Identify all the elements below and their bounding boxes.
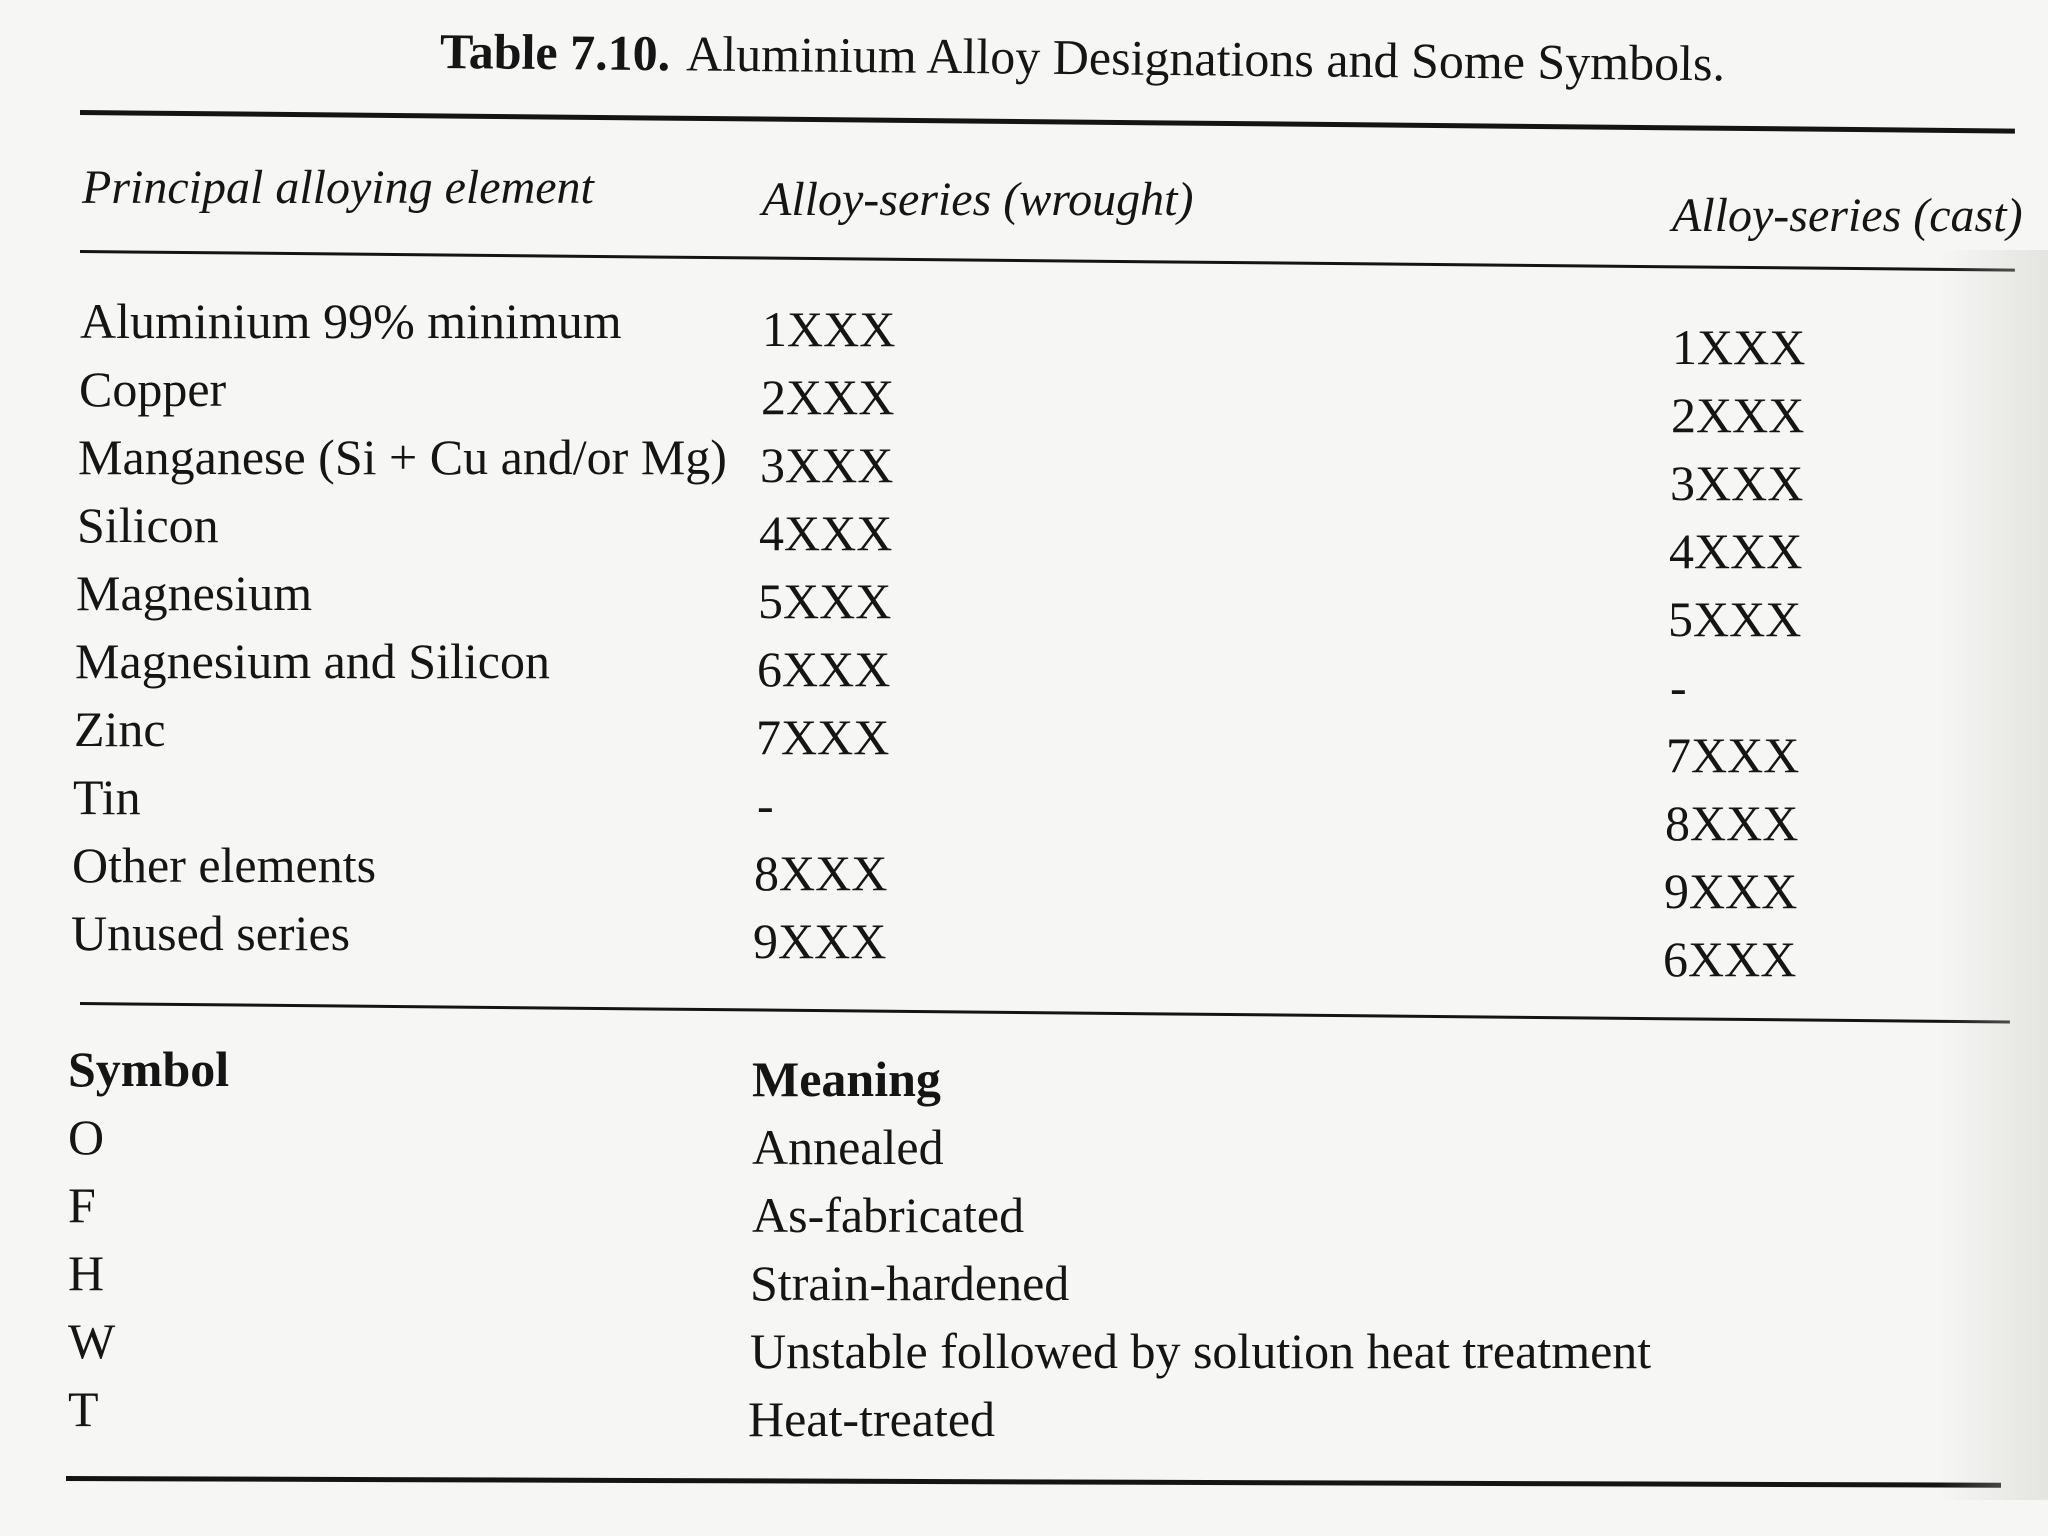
- alloy-wrought-cell: 7XXX: [756, 709, 890, 765]
- alloy-wrought-cell: 9XXX: [753, 913, 887, 969]
- header-rule: [80, 250, 2015, 272]
- header-wrought-series: Alloy-series (wrought): [762, 173, 1194, 226]
- alloy-wrought-cell: 2XXX: [761, 369, 895, 425]
- alloy-element-cell: Other elements: [72, 837, 377, 893]
- bottom-rule: [66, 1476, 2001, 1488]
- symbol-cell: H: [68, 1245, 105, 1301]
- meaning-cell: Annealed: [752, 1119, 944, 1175]
- meaning-cell: Strain-hardened: [750, 1255, 1070, 1311]
- alloy-element-cell: Aluminium 99% minimum: [80, 293, 622, 349]
- alloy-cast-cell: 9XXX: [1664, 863, 1798, 919]
- alloy-element-cell: Tin: [73, 769, 141, 825]
- alloy-element-cell: Manganese (Si + Cu and/or Mg): [78, 429, 727, 485]
- section-rule: [80, 1002, 2010, 1024]
- alloy-cast-cell: 8XXX: [1665, 795, 1799, 851]
- alloy-cast-cell: 7XXX: [1666, 727, 1800, 783]
- alloy-element-cell: Zinc: [74, 701, 166, 757]
- symbol-cell: W: [68, 1313, 116, 1369]
- alloy-cast-cell: 6XXX: [1663, 931, 1797, 987]
- header-meaning: Meaning: [752, 1051, 941, 1107]
- meaning-cell: Heat-treated: [748, 1391, 996, 1447]
- header-symbol: Symbol: [68, 1041, 230, 1097]
- header-cast-series: Alloy-series (cast): [1672, 189, 2023, 242]
- alloy-wrought-cell: 6XXX: [757, 641, 891, 697]
- symbol-cell: O: [68, 1109, 105, 1165]
- symbol-cell: F: [68, 1177, 96, 1233]
- meaning-cell: Unstable followed by solution heat treatment: [750, 1323, 1652, 1379]
- meaning-cell: As-fabricated: [752, 1187, 1025, 1243]
- alloy-element-cell: Magnesium: [76, 565, 313, 621]
- alloy-wrought-cell: 4XXX: [759, 505, 893, 561]
- top-rule: [80, 110, 2015, 134]
- table-title: Aluminium Alloy Designations and Some Symbols.: [685, 25, 1726, 92]
- table-number: Table 7.10.: [439, 23, 671, 82]
- alloy-wrought-cell: -: [757, 777, 774, 833]
- header-principal-element: Principal alloying element: [82, 161, 594, 214]
- alloy-cast-cell: -: [1670, 659, 1687, 715]
- alloy-element-cell: Silicon: [77, 497, 219, 553]
- alloy-cast-cell: 3XXX: [1670, 455, 1804, 511]
- alloy-element-cell: Copper: [79, 361, 227, 417]
- symbol-cell: T: [68, 1381, 99, 1437]
- alloy-cast-cell: 2XXX: [1671, 387, 1805, 443]
- alloy-cast-cell: 4XXX: [1669, 523, 1803, 579]
- alloy-wrought-cell: 1XXX: [762, 301, 896, 357]
- alloy-cast-cell: 5XXX: [1668, 591, 1802, 647]
- alloy-wrought-cell: 8XXX: [754, 845, 888, 901]
- alloy-cast-cell: 1XXX: [1672, 319, 1806, 375]
- alloy-wrought-cell: 5XXX: [758, 573, 892, 629]
- alloy-wrought-cell: 3XXX: [760, 437, 894, 493]
- alloy-element-cell: Unused series: [71, 905, 351, 961]
- alloy-element-cell: Magnesium and Silicon: [75, 633, 550, 689]
- page-edge-shadow: [1938, 250, 2048, 1500]
- table-caption: [440, 22, 1726, 92]
